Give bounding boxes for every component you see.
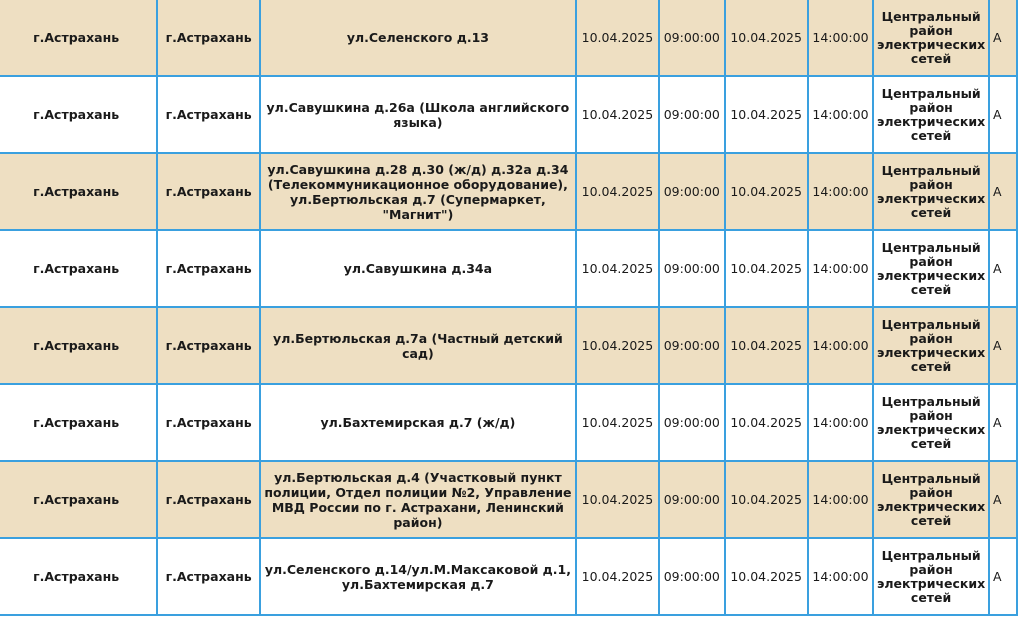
city-cell: г.Астрахань bbox=[0, 230, 157, 307]
start-time-cell: 09:00:00 bbox=[659, 307, 725, 384]
address-cell: ул.Селенского д.14/ул.М.Максаковой д.1, ул.Бахтемирская д.7 bbox=[260, 538, 576, 615]
end-date-cell: 10.04.2025 bbox=[725, 307, 808, 384]
start-date-cell: 10.04.2025 bbox=[576, 230, 659, 307]
locality-cell: г.Астрахань bbox=[157, 538, 260, 615]
start-date-cell: 10.04.2025 bbox=[576, 76, 659, 153]
table-row bbox=[0, 153, 1017, 230]
city-cell: г.Астрахань bbox=[0, 76, 157, 153]
end-date-cell: 10.04.2025 bbox=[725, 538, 808, 615]
table-row bbox=[0, 76, 1017, 153]
start-date-cell: 10.04.2025 bbox=[576, 384, 659, 461]
start-time-cell: 09:00:00 bbox=[659, 384, 725, 461]
next-column-cell: А bbox=[989, 76, 1017, 153]
district-cell: Центральный район электрических сетей bbox=[873, 0, 989, 76]
start-date-cell: 10.04.2025 bbox=[576, 461, 659, 538]
next-column-cell: А bbox=[989, 538, 1017, 615]
address-cell: ул.Бертюльская д.4 (Участковый пункт полиции, Отдел полиции №2, Управление МВД России по г. Астрахани, Ленинский район) bbox=[260, 461, 576, 538]
table-row bbox=[0, 307, 1017, 384]
end-date-cell: 10.04.2025 bbox=[725, 153, 808, 230]
next-column-cell: А bbox=[989, 384, 1017, 461]
address-cell: ул.Бахтемирская д.7 (ж/д) bbox=[260, 384, 576, 461]
city-cell: г.Астрахань bbox=[0, 307, 157, 384]
start-time-cell: 09:00:00 bbox=[659, 153, 725, 230]
end-date-cell: 10.04.2025 bbox=[725, 230, 808, 307]
locality-cell: г.Астрахань bbox=[157, 461, 260, 538]
end-time-cell: 14:00:00 bbox=[808, 76, 874, 153]
address-cell: ул.Савушкина д.28 д.30 (ж/д) д.32а д.34 (Телекоммуникационное оборудование), ул.Бертюльская д.7 (Супермаркет, "Магнит") bbox=[260, 153, 576, 230]
next-column-cell: А bbox=[989, 153, 1017, 230]
district-cell: Центральный район электрических сетей bbox=[873, 153, 989, 230]
city-cell: г.Астрахань bbox=[0, 461, 157, 538]
start-date-cell: 10.04.2025 bbox=[576, 153, 659, 230]
start-time-cell: 09:00:00 bbox=[659, 0, 725, 76]
end-date-cell: 10.04.2025 bbox=[725, 76, 808, 153]
locality-cell: г.Астрахань bbox=[157, 384, 260, 461]
district-cell: Центральный район электрических сетей bbox=[873, 76, 989, 153]
district-cell: Центральный район электрических сетей bbox=[873, 307, 989, 384]
next-column-cell: А bbox=[989, 230, 1017, 307]
start-time-cell: 09:00:00 bbox=[659, 230, 725, 307]
end-time-cell: 14:00:00 bbox=[808, 461, 874, 538]
next-column-cell: А bbox=[989, 307, 1017, 384]
locality-cell: г.Астрахань bbox=[157, 153, 260, 230]
end-time-cell: 14:00:00 bbox=[808, 153, 874, 230]
locality-cell: г.Астрахань bbox=[157, 230, 260, 307]
table-row bbox=[0, 461, 1017, 538]
locality-cell: г.Астрахань bbox=[157, 307, 260, 384]
start-time-cell: 09:00:00 bbox=[659, 461, 725, 538]
start-time-cell: 09:00:00 bbox=[659, 76, 725, 153]
next-column-cell: А bbox=[989, 0, 1017, 76]
end-time-cell: 14:00:00 bbox=[808, 384, 874, 461]
end-date-cell: 10.04.2025 bbox=[725, 461, 808, 538]
address-cell: ул.Савушкина д.34а bbox=[260, 230, 576, 307]
district-cell: Центральный район электрических сетей bbox=[873, 384, 989, 461]
start-date-cell: 10.04.2025 bbox=[576, 538, 659, 615]
start-date-cell: 10.04.2025 bbox=[576, 307, 659, 384]
start-time-cell: 09:00:00 bbox=[659, 538, 725, 615]
district-cell: Центральный район электрических сетей bbox=[873, 538, 989, 615]
city-cell: г.Астрахань bbox=[0, 0, 157, 76]
end-time-cell: 14:00:00 bbox=[808, 307, 874, 384]
district-cell: Центральный район электрических сетей bbox=[873, 461, 989, 538]
city-cell: г.Астрахань bbox=[0, 538, 157, 615]
end-time-cell: 14:00:00 bbox=[808, 230, 874, 307]
locality-cell: г.Астрахань bbox=[157, 0, 260, 76]
city-cell: г.Астрахань bbox=[0, 153, 157, 230]
address-cell: ул.Савушкина д.26а (Школа английского языка) bbox=[260, 76, 576, 153]
table-row bbox=[0, 384, 1017, 461]
start-date-cell: 10.04.2025 bbox=[576, 0, 659, 76]
address-cell: ул.Бертюльская д.7а (Частный детский сад) bbox=[260, 307, 576, 384]
end-date-cell: 10.04.2025 bbox=[725, 0, 808, 76]
table-row bbox=[0, 0, 1017, 76]
end-time-cell: 14:00:00 bbox=[808, 538, 874, 615]
table-row bbox=[0, 538, 1017, 615]
city-cell: г.Астрахань bbox=[0, 384, 157, 461]
end-date-cell: 10.04.2025 bbox=[725, 384, 808, 461]
table-row bbox=[0, 230, 1017, 307]
end-time-cell: 14:00:00 bbox=[808, 0, 874, 76]
next-column-cell: А bbox=[989, 461, 1017, 538]
address-cell: ул.Селенского д.13 bbox=[260, 0, 576, 76]
locality-cell: г.Астрахань bbox=[157, 76, 260, 153]
district-cell: Центральный район электрических сетей bbox=[873, 230, 989, 307]
